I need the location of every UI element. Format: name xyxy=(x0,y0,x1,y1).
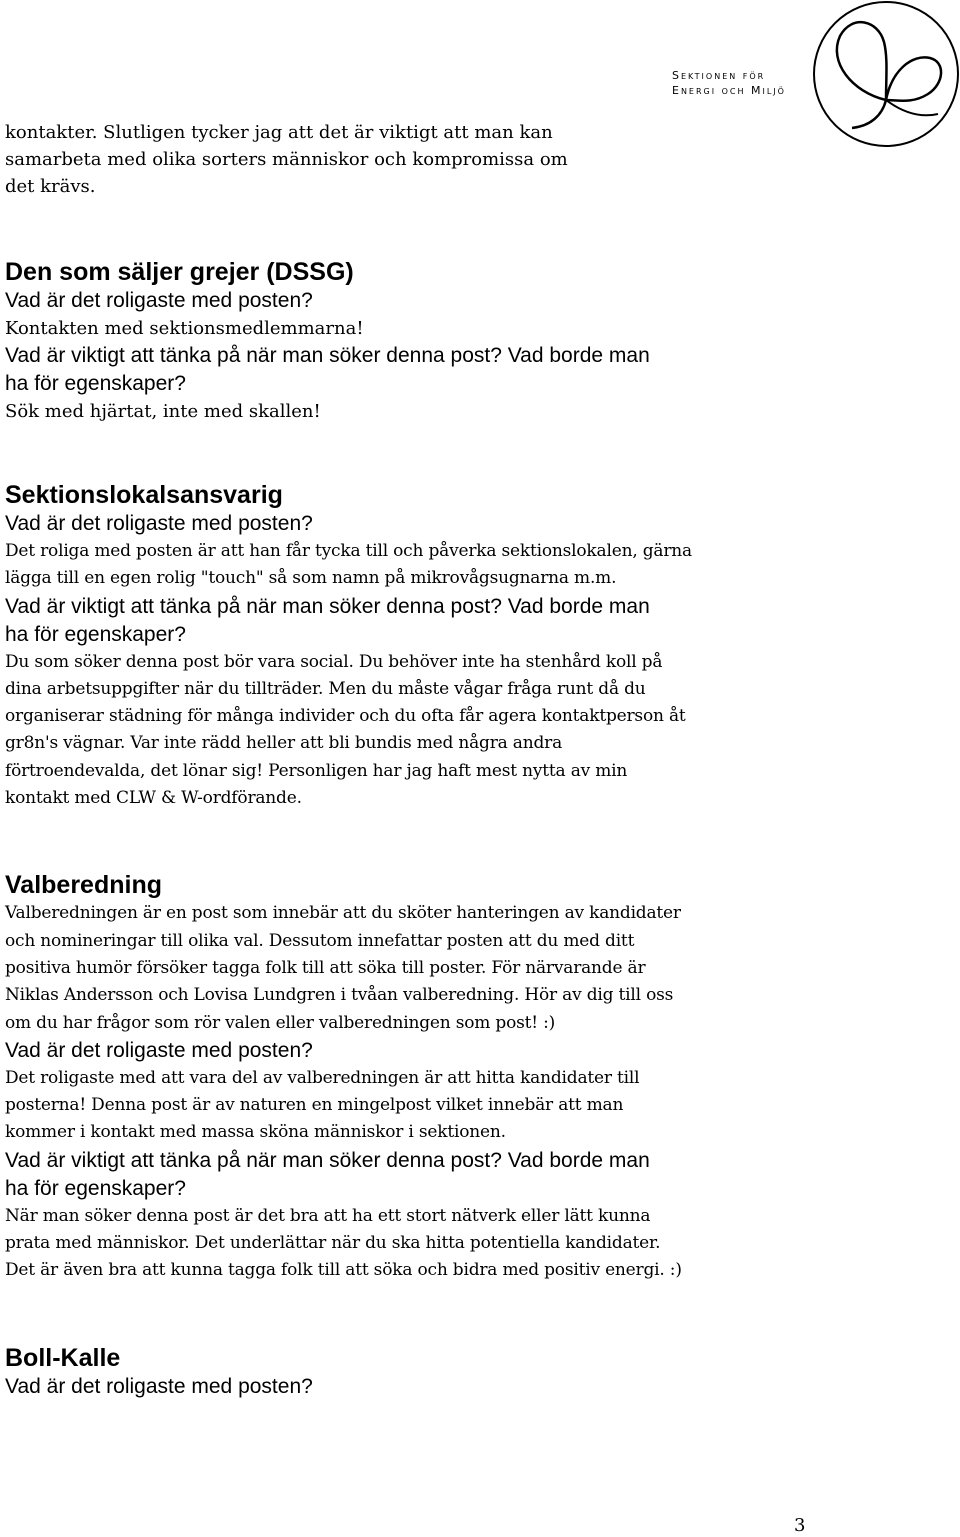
organization-name xyxy=(672,68,786,98)
answer-traits-dssg: Sök med hjärtat, inte med skallen! xyxy=(5,401,321,422)
answer-fun-lokal: Det roliga med posten är att han får tycka till och påverka sektionslokalen, gärna lägga till en egen rolig "touch" så som namn på mikrovågsugnarna m.m. xyxy=(5,541,692,589)
document-body xyxy=(5,119,825,1401)
section-heading-bollkalle: Boll-Kalle xyxy=(5,1343,121,1372)
question-traits-lokal: Vad är viktigt att tänka på när man söker denna post? Vad borde man ha för egenskaper? xyxy=(5,594,650,646)
question-fun-valberedning: Vad är det roligaste med posten? xyxy=(5,1038,313,1062)
intro-valberedning: Valberedningen är en post som innebär att du sköter hanteringen av kandidater och nomineringar till olika val. Dessutom innefattar posten att du med ditt positiva humör försöker tagga folk till att söka till poster. För närvarande är Niklas Andersson och Lovisa Lundgren i tvåan valberedning. Hör av dig till oss om du har frågor som rör valen eller valberedningen som post! :) xyxy=(5,903,681,1033)
intro-paragraph: kontakter. Slutligen tycker jag att det är viktigt att man kan samarbeta med olika sorters människor och kompromissa om det krävs. xyxy=(5,122,568,197)
heart-leaf-logo-icon xyxy=(812,0,960,148)
section-heading-dssg: Den som säljer grejer (DSSG) xyxy=(5,258,354,286)
section-heading-valberedning: Valberedning xyxy=(5,871,162,900)
question-fun-lokal: Vad är det roligaste med posten? xyxy=(5,512,313,535)
organization-name-line1: Sektionen för xyxy=(672,69,766,82)
section-heading-lokal: Sektionslokalsansvarig xyxy=(5,481,283,509)
organization-name-line2: Energi och Miljö xyxy=(672,84,786,97)
answer-fun-valberedning: Det roligaste med att vara del av valberedningen är att hitta kandidater till posterna! Denna post är av naturen en mingelpost vilket innebär att man kommer i kontakt med massa sköna människor i sektionen. xyxy=(5,1067,640,1143)
answer-traits-lokal: Du som söker denna post bör vara social. Du behöver inte ha stenhård koll på dina arbetsuppgifter när du tillträder. Men du måste vågar fråga runt då du organiserar städning för många individer och du ofta får agera kontaktperson åt gr8n's vägnar. Var inte rädd heller att bli bundis med några andra förtroendevalda, det lönar sig! Personligen har jag haft mest nytta av min kontakt med CLW & W-ordförande. xyxy=(5,651,686,809)
page-number: 3 xyxy=(794,1515,806,1536)
question-traits-valberedning: Vad är viktigt att tänka på när man söker denna post? Vad borde man ha för egenskaper? xyxy=(5,1148,650,1200)
question-fun-bollkalle: Vad är det roligaste med posten? xyxy=(5,1374,313,1398)
answer-traits-valberedning: När man söker denna post är det bra att ha ett stort nätverk eller lätt kunna prata med människor. Det underlättar när du ska hitta potentiella kandidater. Det är även bra att kunna tagga folk till att söka och bidra med positiv energi. :) xyxy=(5,1205,682,1281)
question-traits-dssg: Vad är viktigt att tänka på när man söker denna post? Vad borde man ha för egenskaper? xyxy=(5,344,650,395)
answer-fun-dssg: Kontakten med sektionsmedlemmarna! xyxy=(5,318,364,339)
question-fun-dssg: Vad är det roligaste med posten? xyxy=(5,289,313,312)
